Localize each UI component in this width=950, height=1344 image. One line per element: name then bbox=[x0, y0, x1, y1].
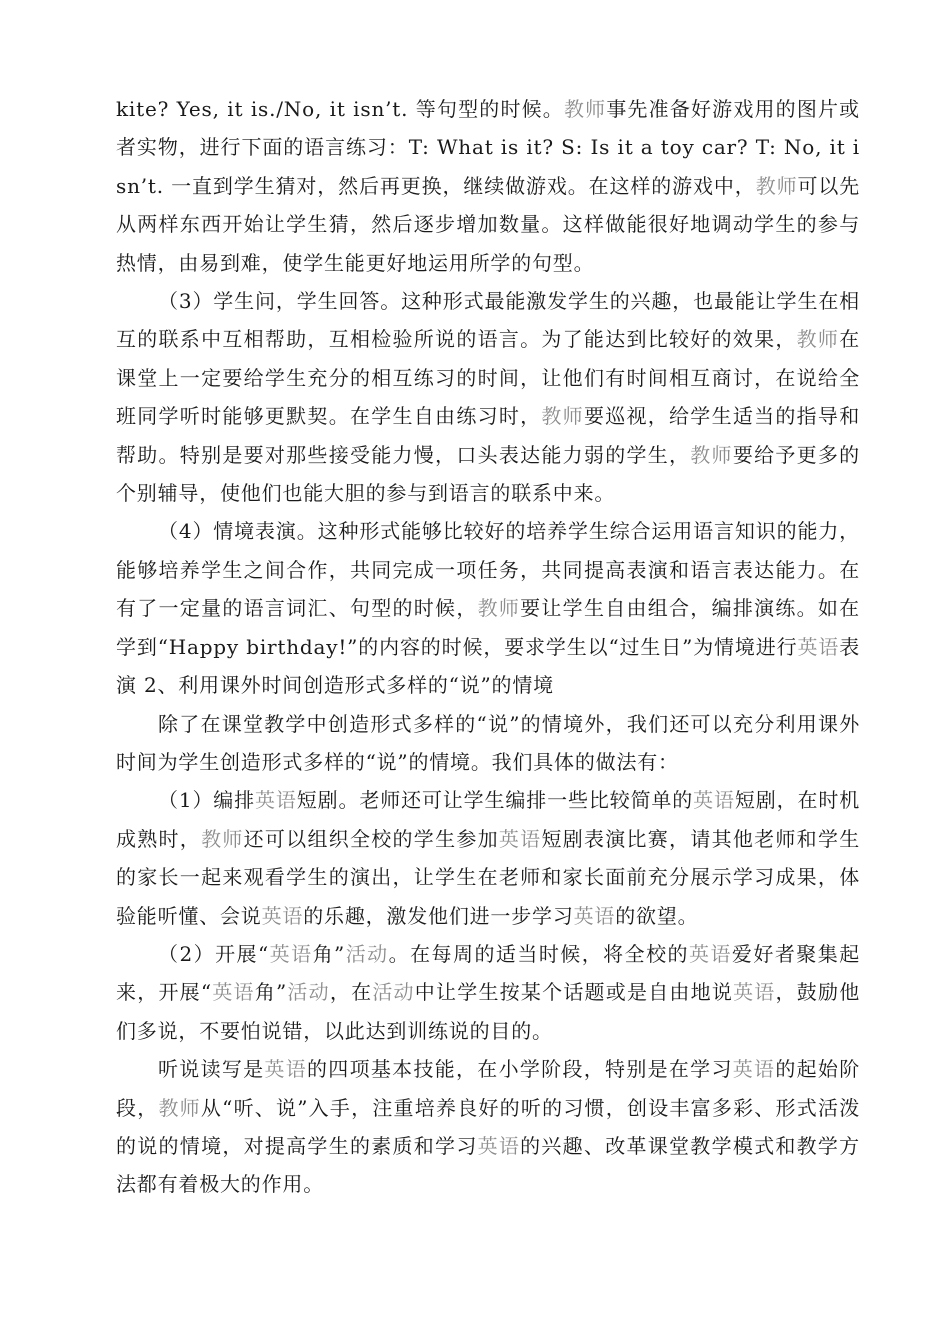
highlighted-keyword: 教师 bbox=[563, 97, 607, 121]
text-segment: 可以先从两样东西开始让学生猜，然后逐步增加数量。这样做能很好地调动学生的参与热情，由易到难，使学生能更好地运用所学的句型。 bbox=[116, 173, 861, 275]
highlighted-keyword: 英语 bbox=[255, 788, 297, 813]
text-segment: 听说读写是 bbox=[158, 1057, 265, 1082]
text-segment: （2）开展“ bbox=[158, 941, 270, 966]
paragraph bbox=[116, 1050, 860, 1204]
highlighted-keyword: 英语 bbox=[211, 980, 255, 1005]
highlighted-keyword: 英语 bbox=[733, 980, 776, 1005]
highlighted-keyword: 英语 bbox=[264, 1057, 308, 1082]
text-segment: ，鼓励他们多说，不要怕说错，以此达到训练说的目的。 bbox=[116, 980, 860, 1043]
text-segment: 中让学生按某个话题或是自由地说 bbox=[414, 980, 734, 1005]
highlighted-keyword: 英语 bbox=[477, 1133, 521, 1158]
highlighted-keyword: 教师 bbox=[541, 404, 584, 429]
highlighted-keyword: 活动 bbox=[345, 941, 389, 966]
text-segment: 角” bbox=[312, 941, 346, 966]
paragraph bbox=[116, 90, 860, 282]
highlighted-keyword: 教师 bbox=[755, 173, 798, 198]
text-segment: 要巡视，给学生适当的指导和帮助。特别是要对那些接受能力慢，口头表达能力弱的学生， bbox=[116, 404, 860, 467]
paragraph bbox=[116, 705, 860, 782]
highlighted-keyword: 活动 bbox=[372, 980, 415, 1005]
text-segment: 表演 2、利用课外时间创造形式多样的“说”的情境 bbox=[116, 634, 860, 698]
text-segment: 。在每周的适当时候，将全校的 bbox=[388, 941, 689, 966]
text-segment: 的欲望。 bbox=[615, 903, 699, 928]
text-segment: 的四项基本技能，在小学阶段，特别是在学习 bbox=[307, 1057, 733, 1082]
highlighted-keyword: 英语 bbox=[689, 941, 732, 966]
text-segment: 还可以组织全校的学生参加 bbox=[243, 826, 499, 851]
text-segment: 爱好者聚集起来，开展“ bbox=[116, 941, 860, 1005]
paragraph bbox=[116, 282, 860, 512]
highlighted-keyword: 英语 bbox=[693, 788, 735, 813]
document-body bbox=[116, 90, 860, 1204]
text-segment: 短剧。老师还可让学生编排一些比较简单的 bbox=[296, 788, 694, 813]
highlighted-keyword: 教师 bbox=[477, 596, 521, 621]
text-segment: ，在 bbox=[329, 980, 373, 1005]
paragraph bbox=[116, 935, 860, 1050]
text-segment: （1）编排 bbox=[158, 788, 256, 813]
highlighted-keyword: 教师 bbox=[690, 442, 733, 467]
highlighted-keyword: 英语 bbox=[732, 1057, 776, 1082]
text-segment: 的兴趣、改革课堂教学模式和教学方法都有着极大的作用。 bbox=[116, 1133, 860, 1197]
text-segment: 要给予更多的个别辅导，使他们也能大胆的参与到语言的联系中来。 bbox=[116, 442, 860, 506]
text-segment: 的起始阶段， bbox=[116, 1057, 861, 1120]
highlighted-keyword: 英语 bbox=[498, 826, 542, 851]
text-segment: 要让学生自由组合，编排演练。如在学到“Happy birthday!”的内容的时候，要求学生以“过生日”为情境进行 bbox=[116, 596, 860, 659]
highlighted-keyword: 教师 bbox=[158, 1095, 201, 1120]
text-segment: 的乐趣，激发他们进一步学习 bbox=[303, 903, 574, 928]
paragraph bbox=[116, 781, 860, 935]
highlighted-keyword: 教师 bbox=[796, 327, 840, 352]
text-segment: （4）情境表演。这种形式能够比较好的培养学生综合运用语言知识的能力，能够培养学生之间合作，共同完成一项任务，共同提高表演和语言表达能力。在有了一定量的语言词汇、句型的时候， bbox=[116, 519, 860, 621]
text-segment: （3）学生问，学生回答。这种形式最能激发学生的兴趣，也最能让学生在相互的联系中互相帮助，互相检验所说的语言。为了能达到比较好的效果， bbox=[116, 289, 860, 352]
text-segment: 除了在课堂教学中创造形式多样的“说”的情境外，我们还可以充分利用课外时间为学生创造形式多样的“说”的情境。我们具体的做法有： bbox=[116, 711, 860, 774]
text-segment: 短剧表演比赛，请其他老师和学生的家长一起来观看学生的演出，让学生在老师和家长面前充分展示学习成果，体验能听懂、会说 bbox=[116, 826, 861, 928]
highlighted-keyword: 英语 bbox=[573, 903, 616, 928]
text-segment: 在课堂上一定要给学生充分的相互练习的时间，让他们有时间相互商讨，在说给全班同学听时能够更默契。在学生自由练习时， bbox=[116, 327, 860, 429]
text-segment: kite? Yes, it is./No, it isn’t. 等句型的时候。 bbox=[116, 97, 564, 121]
highlighted-keyword: 教师 bbox=[201, 826, 244, 851]
highlighted-keyword: 英语 bbox=[269, 941, 313, 966]
text-segment: 事先准备好游戏用的图片或者实物，进行下面的语言练习：T: What is it? S: Is it a toy car? T: No, it isn’t. 一直到学生猜对，然后再更换，继续做游戏。在这样的游戏中， bbox=[116, 97, 860, 198]
text-segment: 角” bbox=[254, 980, 288, 1005]
highlighted-keyword: 英语 bbox=[261, 903, 304, 928]
text-segment: 从“听、说”入手，注重培养良好的听的习惯，创设丰富多彩、形式活泼的说的情境，对提高学生的素质和学习 bbox=[116, 1095, 860, 1158]
text-segment: 短剧，在时机成熟时， bbox=[116, 788, 860, 851]
paragraph bbox=[116, 512, 860, 704]
highlighted-keyword: 活动 bbox=[287, 980, 330, 1005]
highlighted-keyword: 英语 bbox=[797, 634, 840, 659]
